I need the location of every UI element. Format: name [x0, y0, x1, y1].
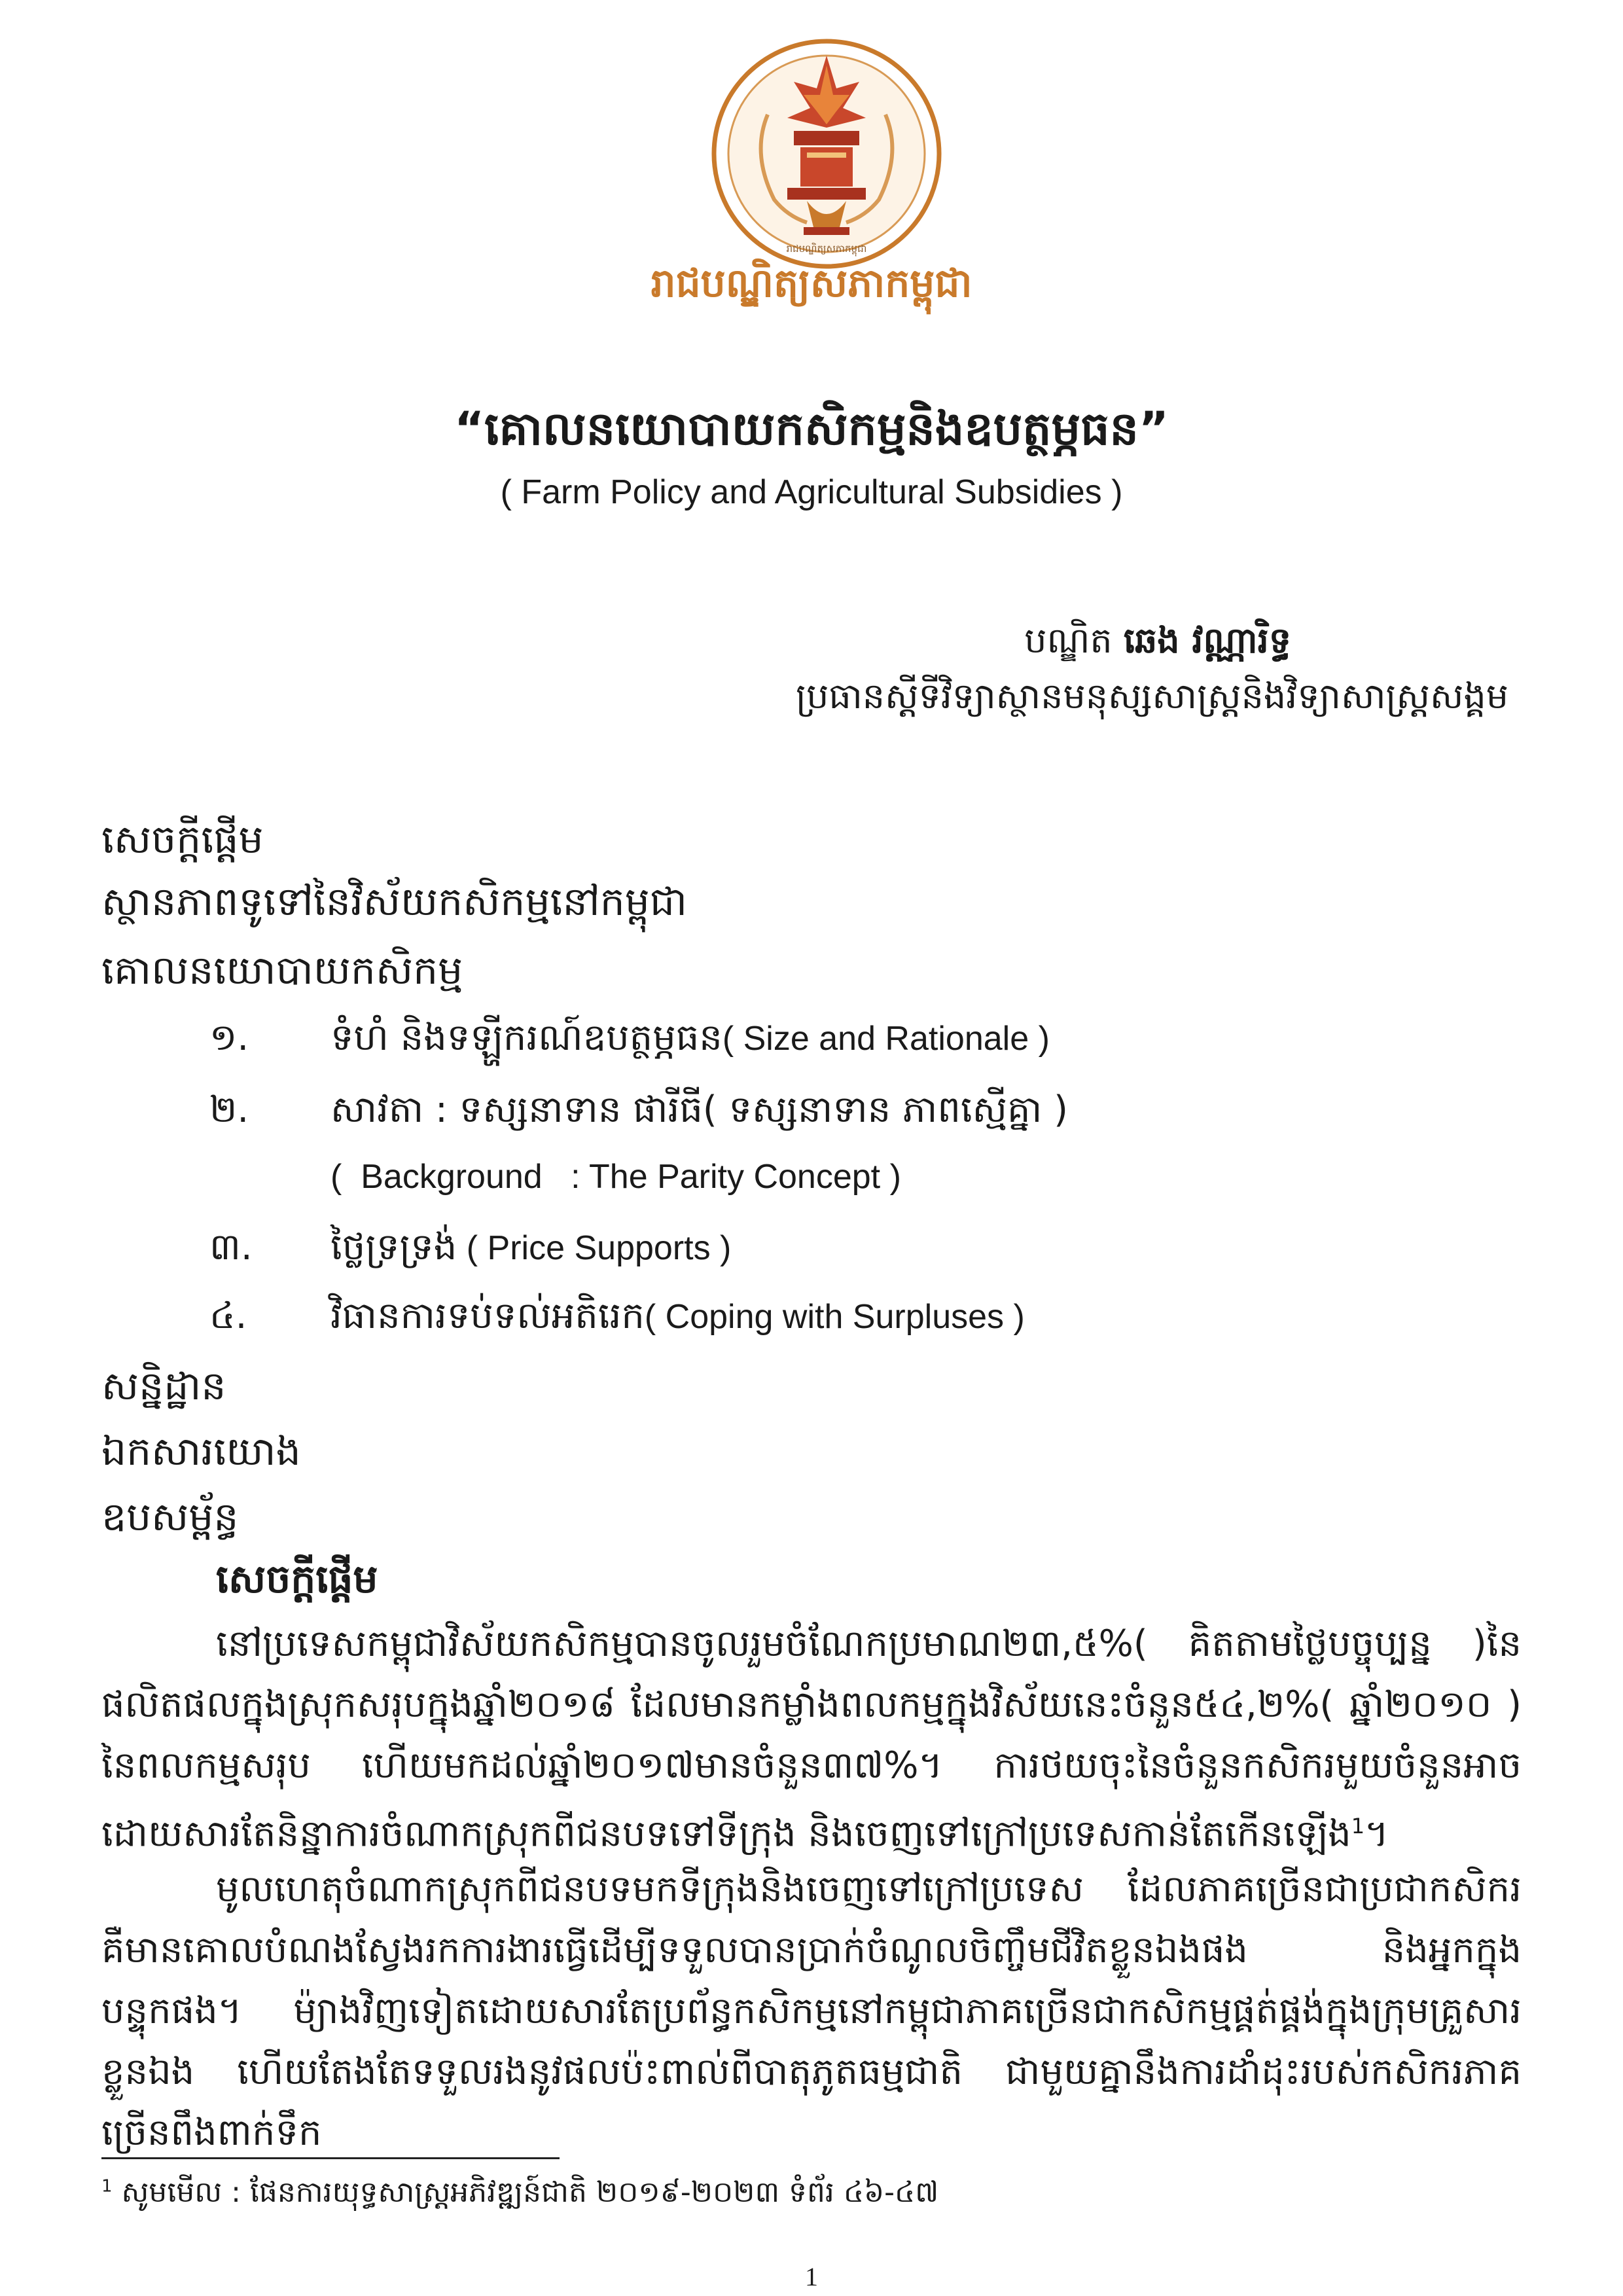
toc-item: ឯកសារយោង	[101, 1429, 301, 1475]
body-paragraph	[101, 1613, 1522, 1865]
toc-sub-english: ( ទស្សនាទាន ភាពស្មើគ្នា )	[702, 1088, 1068, 1131]
toc-sub-english: ( Size and Rationale )	[722, 1020, 1050, 1058]
document-title: “គោលនយោបាយកសិកម្មនិងឧបត្ថម្ភធន”	[454, 402, 1169, 456]
page-number: 1	[805, 2262, 818, 2291]
toc-sub-english: ( Price Supports )	[457, 1229, 732, 1267]
royal-academy-of-cambodia-emblem-icon	[709, 36, 944, 272]
toc-item: ឧបសម្ព័ន្ធ	[101, 1494, 239, 1540]
academy-name: រាជបណ្ឌិត្យសភាកម្ពុជា	[651, 260, 972, 306]
toc-item: សេចក្តីផ្តើម	[101, 817, 264, 863]
author-prefix: បណ្ឌិត	[1024, 620, 1113, 661]
toc-item: គោលនយោបាយកសិកម្ម	[101, 948, 463, 994]
paragraph-end: ។	[1364, 1812, 1389, 1856]
toc-sub-khmer: វិធានការទប់ទល់អតិរេក	[330, 1295, 645, 1337]
toc-sub-item	[209, 1086, 1068, 1140]
author-name: ឆេង វណ្ណារិទ្ធ	[1123, 620, 1291, 661]
toc-item: សន្និដ្ឋាន	[101, 1363, 226, 1409]
toc-sub-khmer: ថ្លៃទ្រទ្រង់	[330, 1226, 457, 1268]
toc-sub-item	[209, 1224, 731, 1278]
document-subtitle: ( Farm Policy and Agricultural Subsidies )	[500, 473, 1123, 511]
toc-sub-english: ( Coping with Surpluses )	[644, 1298, 1025, 1336]
body-paragraph: មូលហេតុចំណាកស្រុកពីជនបទមកទីក្រុងនិងចេញទៅក្រៅប្រទេស ដែលភាគច្រើនជាប្រជាកសិករ គឺមានគោលបំណងស្វែងរកការងារធ្វើដើម្បីទទួលបានប្រាក់ចំណូលចិញ្ចឹមជីវិតខ្លួនឯងផង និងអ្នកក្នុងបន្ទុកផង។ ម៉្យាងវិញទៀតដោយសារតែប្រព័ន្ធកសិកម្មនៅកម្ពុជាភាគច្រើនជាកសិកម្មផ្គត់ផ្គង់ក្នុងក្រុមគ្រួសារខ្លួនឯង ហើយតែងតែទទួលរងនូវផលប៉ះពាល់ពីបាតុភូតធម្មជាតិ ជាមួយគ្នានឹងការដាំដុះរបស់កសិករភាគច្រើនពឹងពាក់ទឹក	[101, 1868, 1522, 2154]
toc-sub-note: ( Background : The Parity Concept )	[330, 1158, 901, 1196]
toc-sub-item	[209, 1293, 1025, 1346]
emblem-ring-text: រាជបណ្ឌិត្យសភាកម្ពុជា	[786, 243, 867, 255]
footnote-number: 1	[101, 2176, 113, 2197]
footnote-divider	[101, 2157, 560, 2159]
toc-sub-number: ៤.	[209, 1295, 247, 1337]
toc-sub-khmer: ទំហំ និងទឡ្ហីករណ៍ឧបត្ថម្ភធន	[330, 1016, 722, 1059]
footnote-ref: 1	[1351, 1814, 1365, 1839]
toc-item: ស្ថានភាពទូទៅនៃវិស័យកសិកម្មនៅកម្ពុជា	[101, 879, 688, 925]
section-heading: សេចក្តីផ្តើម	[216, 1556, 378, 1602]
author-role: ប្រធានស្តីទីវិទ្យាស្ថានមនុស្សសាស្ត្រនិងវិទ្យាសាស្ត្រសង្គម	[796, 675, 1508, 717]
emblem-graphic	[709, 36, 944, 272]
toc-sub-number: ២.	[209, 1088, 249, 1131]
toc-sub-number: ៣.	[209, 1226, 253, 1268]
paragraph-text: នៅប្រទេសកម្ពុជាវិស័យកសិកម្មបានចូលរួមចំណែកប្រមាណ២៣,៥%( គិតតាមថ្លៃបច្ចុប្បន្ន )នៃផលិតផលក្នុងស្រុកសរុបក្នុងឆ្នាំ២០១៨ ដែលមានកម្លាំងពលកម្មក្នុងវិស័យនេះចំនួន៥៤,២%( ឆ្នាំ២០១០ ) នៃពលកម្មសរុប ហើយមកដល់ឆ្នាំ២០១៧មានចំនួន៣៧%។ ការថយចុះនៃចំនួនកសិករមួយចំនួនអាចដោយសារតែនិន្នាការចំណាកស្រុកពីជនបទទៅទីក្រុង និងចេញទៅក្រៅប្រទេសកាន់តែកើនឡើង	[101, 1623, 1522, 1856]
footnote	[101, 2174, 938, 2216]
author-line	[1024, 619, 1291, 670]
footnote-text: សូមមើល : ផែនការយុទ្ធសាស្ត្រអភិវឌ្ឍន៍ជាតិ ២០១៩-២០២៣ ទំព័រ ៤៦-៤៧	[112, 2176, 939, 2209]
toc-sub-item	[209, 1014, 1050, 1068]
toc-sub-khmer: សាវតា : ទស្សនាទាន ផារីធី	[330, 1088, 703, 1131]
toc-sub-number: ១.	[209, 1016, 249, 1059]
